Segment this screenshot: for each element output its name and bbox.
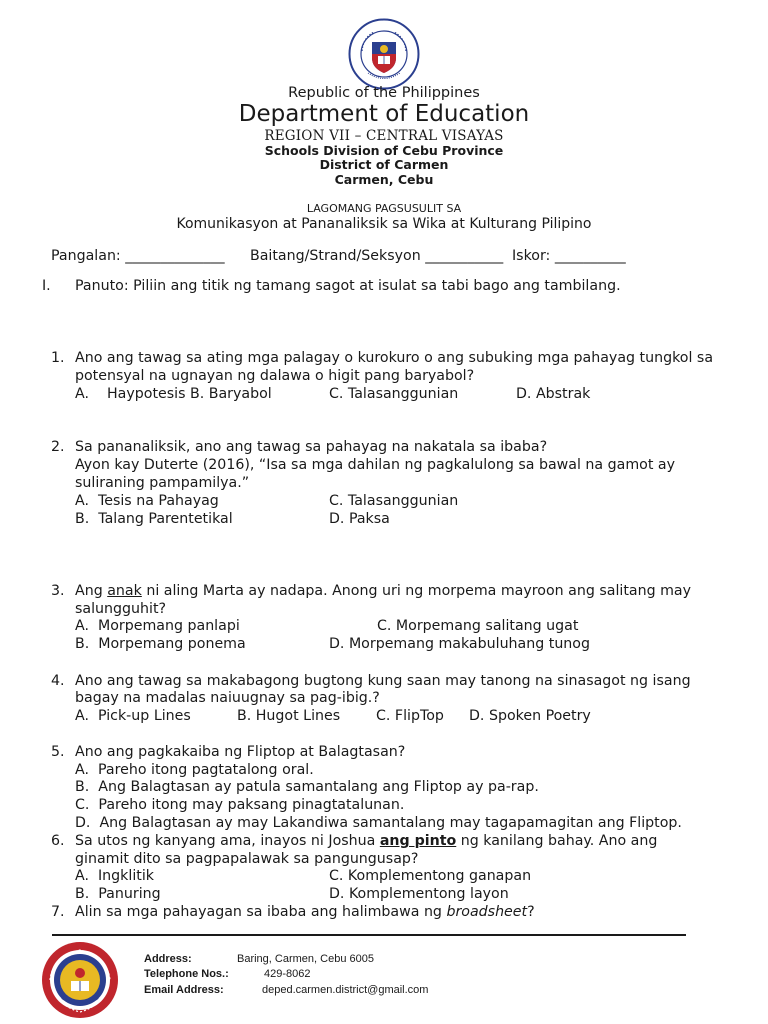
italic-word: broadsheet [446, 904, 528, 920]
district-logo [40, 940, 120, 1020]
question-7-line1 [75, 904, 535, 922]
city-line: Carmen, Cebu [334, 172, 434, 187]
question-1-line2: potensyal na ugnayan ng dalawa o higit pang baryabol? [75, 368, 475, 384]
question-6-line1 [75, 833, 657, 851]
question-2-choice-c: C. Talasanggunian [329, 493, 459, 509]
question-5-number: 5. [51, 744, 65, 760]
question-4-choice-c: C. FlipTop [376, 708, 444, 724]
question-6-choice-c: C. Komplementong ganapan [329, 868, 532, 884]
question-3-line2: salungguhit? [75, 601, 167, 617]
question-4-choice-b: B. Hugot Lines [237, 708, 341, 724]
question-1-choice-d: D. Abstrak [516, 386, 591, 402]
question-3-line1 [75, 583, 691, 601]
question-4-number: 4. [51, 673, 65, 689]
question-1-line1: Ano ang tawag sa ating mga palagay o kurokuro o ang subuking mga pahayag tungkol sa [75, 350, 714, 366]
republic-line: Republic of the Philippines [288, 85, 480, 101]
phone-label: Telephone Nos.: [144, 968, 229, 980]
question-6-choice-b: B. Panuring [75, 886, 161, 902]
question-5-choice-c: C. Pareho itong may paksang pinagtatalunan. [75, 797, 405, 813]
question-1-number: 1. [51, 350, 65, 366]
bold-underlined-phrase: ang pinto [379, 833, 457, 849]
name-field: Pangalan: ______________ [51, 248, 225, 264]
question-3-choice-d: D. Morpemang makabuluhang tunog [329, 636, 590, 652]
question-2-number: 2. [51, 439, 65, 455]
question-3-number: 3. [51, 583, 65, 599]
question-4-choice-a: A. Pick-up Lines [75, 708, 191, 724]
deped-seal-logo [348, 18, 420, 90]
question-2-choice-a: A. Tesis na Pahayag [75, 493, 219, 509]
question-4-line2: bagay na madalas naiuugnay sa pag-ibig.? [75, 690, 380, 706]
question-4-choice-d: D. Spoken Poetry [469, 708, 591, 724]
question-1-choice-a: A. Haypotesis B. Baryabol [75, 386, 272, 402]
grade-section-field: Baitang/Strand/Seksyon ___________ [250, 248, 504, 264]
question-3-choice-b: B. Morpemang ponema [75, 636, 246, 652]
question-2-choice-d: D. Paksa [329, 511, 390, 527]
phone-value: 429-8062 [264, 968, 311, 980]
email-value: deped.carmen.district@gmail.com [262, 984, 429, 996]
address-value: Baring, Carmen, Cebu 6005 [237, 953, 374, 965]
score-field: Iskor: __________ [512, 248, 626, 264]
question-3-line1-pre: Ang [75, 583, 108, 599]
question-2-choice-b: B. Talang Parentetikal [75, 511, 233, 527]
district-line: District of Carmen [319, 157, 449, 172]
underlined-word: anak [107, 583, 142, 599]
department-title: Department of Education [238, 101, 530, 127]
question-2-line1: Sa pananaliksik, ano ang tawag sa pahayag na nakatala sa ibaba? [75, 439, 548, 455]
instructions-number: I. [42, 278, 51, 294]
question-7-line1-post: ? [527, 904, 535, 920]
instructions-text: Panuto: Piliin ang titik ng tamang sagot at isulat sa tabi bago ang tambilang. [75, 278, 621, 294]
question-3-choice-c: C. Morpemang salitang ugat [377, 618, 579, 634]
region-line: REGION VII – CENTRAL VISAYAS [264, 128, 504, 144]
question-2-line3: suliraning pampamilya.” [75, 475, 250, 491]
question-6-line1-pre: Sa utos ng kanyang ama, inayos ni Joshua [75, 833, 380, 849]
question-7-number: 7. [51, 904, 65, 920]
question-5-line1: Ano ang pagkakaiba ng Fliptop at Balagtasan? [75, 744, 406, 760]
footer-divider [52, 934, 686, 936]
email-label: Email Address: [144, 984, 224, 996]
question-1-choice-c: C. Talasanggunian [329, 386, 459, 402]
exam-subject: Komunikasyon at Pananaliksik sa Wika at Kulturang Pilipino [176, 216, 592, 232]
question-5-choice-d: D. Ang Balagtasan ay may Lakandiwa samantalang may tagapamagitan ang Fliptop. [75, 815, 682, 831]
question-5-choice-b: B. Ang Balagtasan ay patula samantalang ang Fliptop ay pa-rap. [75, 779, 539, 795]
question-6-line2: ginamit dito sa pagpapalawak sa pangungusap? [75, 851, 419, 867]
question-5-choice-a: A. Pareho itong pagtatalong oral. [75, 762, 314, 778]
exam-title: LAGOMANG PAGSUSULIT SA [306, 202, 462, 215]
question-4-line1: Ano ang tawag sa makabagong bugtong kung saan may tanong na sinasagot ng isang [75, 673, 691, 689]
question-7-line1-pre: Alin sa mga pahayagan sa ibaba ang halimbawa ng [75, 904, 447, 920]
division-line: Schools Division of Cebu Province [264, 143, 504, 158]
question-2-line2: Ayon kay Duterte (2016), “Isa sa mga dahilan ng pagkalulong sa bawal na gamot ay [75, 457, 675, 473]
question-6-choice-d: D. Komplementong layon [329, 886, 509, 902]
question-3-choice-a: A. Morpemang panlapi [75, 618, 240, 634]
address-label: Address: [144, 953, 192, 965]
question-6-choice-a: A. Ingklitik [75, 868, 154, 884]
question-6-line1-post: ng kanilang bahay. Ano ang [456, 833, 658, 849]
question-6-number: 6. [51, 833, 65, 849]
question-3-line1-post: ni aling Marta ay nadapa. Anong uri ng morpema mayroon ang salitang may [141, 583, 692, 599]
